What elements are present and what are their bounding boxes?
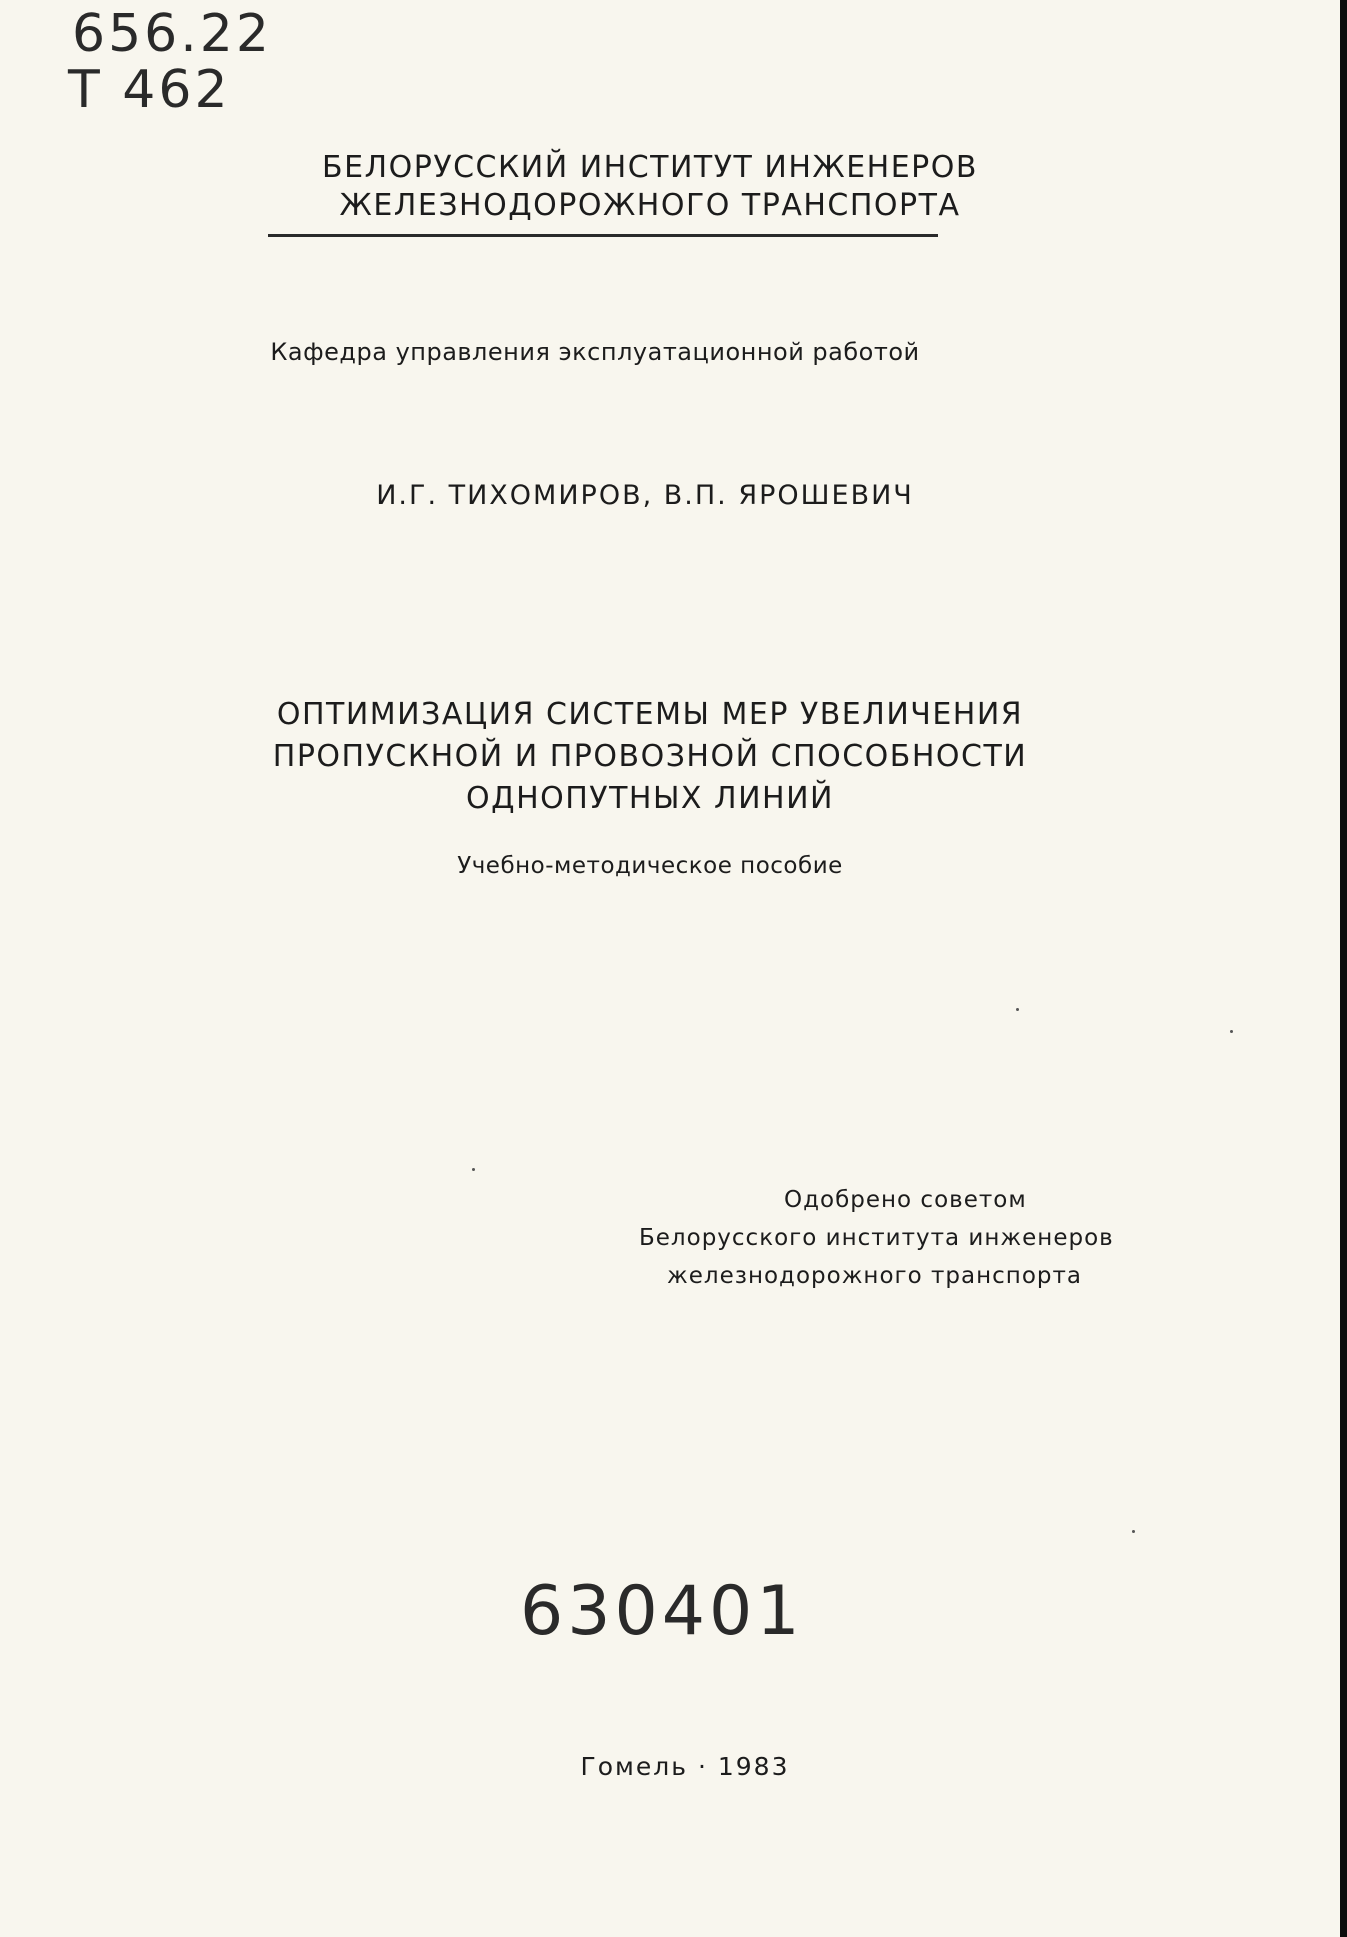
approval-line-1: Одобрено советом [784,1187,1027,1213]
scan-edge [1340,0,1347,1937]
paper-speck [1230,1030,1233,1033]
book-title-line-2: ПРОПУСКНОЙ И ПРОВОЗНОЙ СПОСОБНОСТИ [272,739,1028,774]
handwritten-call-number-line-1: 656.22 [72,4,272,64]
authors: И.Г. ТИХОМИРОВ, В.П. ЯРОШЕВИЧ [376,480,914,511]
institute-name-line-2: ЖЕЛЕЗНОДОРОЖНОГО ТРАНСПОРТА [339,188,961,223]
approval-line-2: Белорусского института инженеров [639,1225,1114,1251]
handwritten-call-number-line-2: Т 462 [68,60,231,120]
paper-speck [1132,1530,1135,1533]
book-title-line-1: ОПТИМИЗАЦИЯ СИСТЕМЫ МЕР УВЕЛИЧЕНИЯ [276,697,1024,732]
handwritten-inventory-number: 630401 [520,1572,804,1651]
paper-speck [472,1168,475,1171]
paper-speck [1016,1008,1019,1011]
approval-line-3: железнодорожного транспорта [667,1263,1082,1289]
department-name: Кафедра управления эксплуатационной работой [270,338,920,366]
header-divider [268,234,938,237]
book-title-line-3: ОДНОПУТНЫХ ЛИНИЙ [466,781,834,816]
institute-name-line-1: БЕЛОРУССКИЙ ИНСТИТУТ ИНЖЕНЕРОВ [322,150,978,185]
book-subtitle: Учебно-методическое пособие [457,853,843,879]
imprint-city-year: Гомель · 1983 [580,1752,790,1781]
